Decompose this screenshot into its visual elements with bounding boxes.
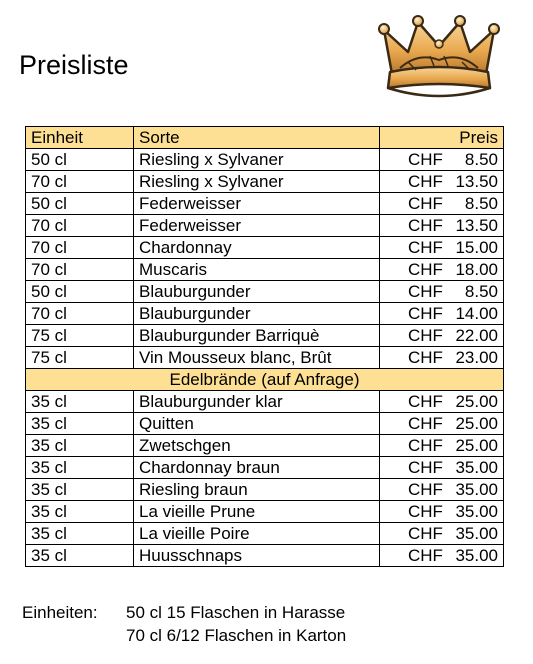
currency-label: CHF	[408, 150, 443, 169]
price-amount: 8.50	[464, 150, 498, 169]
table-row	[26, 413, 504, 435]
sorte-cell: Riesling braun	[134, 479, 380, 501]
price-amount: 35.00	[455, 524, 498, 543]
unit-cell: 70 cl	[26, 215, 134, 237]
price-cell	[380, 501, 504, 523]
unit-cell: 35 cl	[26, 545, 134, 567]
sorte-cell: Chardonnay braun	[134, 457, 380, 479]
price-cell	[380, 237, 504, 259]
price-cell	[380, 457, 504, 479]
sorte-cell: Huusschnaps	[134, 545, 380, 567]
table-row	[26, 457, 504, 479]
unit-cell: 50 cl	[26, 149, 134, 171]
unit-cell: 50 cl	[26, 281, 134, 303]
unit-cell: 75 cl	[26, 325, 134, 347]
price-amount: 8.50	[464, 194, 498, 213]
price-amount: 35.00	[455, 458, 498, 477]
price-cell	[380, 193, 504, 215]
table-row	[26, 391, 504, 413]
unit-cell: 35 cl	[26, 479, 134, 501]
price-amount: 14.00	[455, 304, 498, 323]
currency-label: CHF	[408, 326, 443, 345]
unit-cell: 35 cl	[26, 391, 134, 413]
page-title: Preisliste	[19, 50, 129, 80]
price-amount: 8.50	[464, 282, 498, 301]
currency-label: CHF	[408, 480, 443, 499]
unit-cell: 70 cl	[26, 237, 134, 259]
currency-label: CHF	[408, 194, 443, 213]
header-sorte: Sorte	[134, 127, 380, 149]
units-line: 50 cl 15 Flaschen in Harasse	[126, 603, 346, 622]
table-header-row	[26, 127, 504, 149]
table-row	[26, 501, 504, 523]
unit-cell: 70 cl	[26, 171, 134, 193]
header-preis: Preis	[380, 127, 504, 149]
price-cell	[380, 347, 504, 369]
table-row	[26, 259, 504, 281]
currency-label: CHF	[408, 260, 443, 279]
price-cell	[380, 281, 504, 303]
price-cell	[380, 545, 504, 567]
price-cell	[380, 259, 504, 281]
sorte-cell: Riesling x Sylvaner	[134, 149, 380, 171]
unit-cell: 35 cl	[26, 501, 134, 523]
table-row	[26, 303, 504, 325]
table-row	[26, 171, 504, 193]
table-row	[26, 193, 504, 215]
currency-label: CHF	[408, 502, 443, 521]
sorte-cell: Blauburgunder klar	[134, 391, 380, 413]
price-amount: 25.00	[455, 392, 498, 411]
table-row	[26, 281, 504, 303]
price-cell	[380, 171, 504, 193]
sorte-cell: Zwetschgen	[134, 435, 380, 457]
currency-label: CHF	[408, 414, 443, 433]
table-row	[26, 215, 504, 237]
sorte-cell: Blauburgunder	[134, 303, 380, 325]
price-amount: 35.00	[455, 546, 498, 565]
table-row	[26, 149, 504, 171]
currency-label: CHF	[408, 458, 443, 477]
price-cell	[380, 413, 504, 435]
price-amount: 13.50	[455, 172, 498, 191]
price-amount: 25.00	[455, 436, 498, 455]
sorte-cell: Federweisser	[134, 193, 380, 215]
units-label: Einheiten:	[22, 603, 98, 622]
unit-cell: 75 cl	[26, 347, 134, 369]
table-row	[26, 479, 504, 501]
currency-label: CHF	[408, 546, 443, 565]
table-row	[26, 325, 504, 347]
price-cell	[380, 325, 504, 347]
sorte-cell: Federweisser	[134, 215, 380, 237]
currency-label: CHF	[408, 436, 443, 455]
sorte-cell: La vieille Prune	[134, 501, 380, 523]
currency-label: CHF	[408, 238, 443, 257]
table-row	[26, 545, 504, 567]
price-cell	[380, 435, 504, 457]
price-amount: 35.00	[455, 480, 498, 499]
table-row	[26, 237, 504, 259]
price-cell	[380, 215, 504, 237]
section-header-row	[26, 369, 504, 391]
unit-cell: 35 cl	[26, 413, 134, 435]
price-table	[25, 126, 504, 567]
price-amount: 13.50	[455, 216, 498, 235]
sorte-cell: Riesling x Sylvaner	[134, 171, 380, 193]
sorte-cell: Blauburgunder	[134, 281, 380, 303]
sorte-cell: Muscaris	[134, 259, 380, 281]
price-cell	[380, 149, 504, 171]
unit-cell: 50 cl	[26, 193, 134, 215]
sorte-cell: Vin Mousseux blanc, Brût	[134, 347, 380, 369]
section-title: Edelbrände (auf Anfrage)	[26, 369, 504, 391]
price-cell	[380, 523, 504, 545]
unit-cell: 70 cl	[26, 303, 134, 325]
currency-label: CHF	[408, 304, 443, 323]
price-cell	[380, 303, 504, 325]
unit-cell: 35 cl	[26, 523, 134, 545]
currency-label: CHF	[408, 348, 443, 367]
crown-icon	[378, 12, 500, 100]
price-amount: 25.00	[455, 414, 498, 433]
table-row	[26, 523, 504, 545]
sorte-cell: La vieille Poire	[134, 523, 380, 545]
currency-label: CHF	[408, 282, 443, 301]
currency-label: CHF	[408, 524, 443, 543]
sorte-cell: Chardonnay	[134, 237, 380, 259]
unit-cell: 35 cl	[26, 435, 134, 457]
header-einheit: Einheit	[26, 127, 134, 149]
currency-label: CHF	[408, 392, 443, 411]
price-cell	[380, 391, 504, 413]
currency-label: CHF	[408, 172, 443, 191]
units-line: 70 cl 6/12 Flaschen in Karton	[126, 626, 347, 645]
sorte-cell: Quitten	[134, 413, 380, 435]
unit-cell: 35 cl	[26, 457, 134, 479]
unit-cell: 70 cl	[26, 259, 134, 281]
price-cell	[380, 479, 504, 501]
price-amount: 35.00	[455, 502, 498, 521]
table-row	[26, 347, 504, 369]
price-amount: 22.00	[455, 326, 498, 345]
price-amount: 15.00	[455, 238, 498, 257]
price-amount: 23.00	[455, 348, 498, 367]
currency-label: CHF	[408, 216, 443, 235]
table-row	[26, 435, 504, 457]
sorte-cell: Blauburgunder Barriquè	[134, 325, 380, 347]
price-amount: 18.00	[455, 260, 498, 279]
